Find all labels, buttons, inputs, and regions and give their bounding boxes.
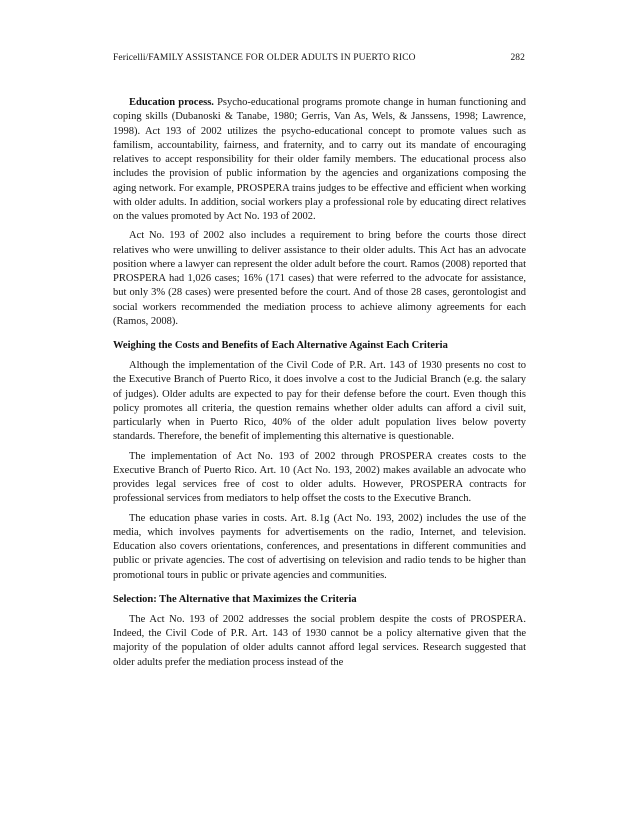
article-body bbox=[113, 96, 526, 675]
running-title: Fericelli/FAMILY ASSISTANCE FOR OLDER ADULTS IN PUERTO RICO bbox=[113, 53, 416, 63]
paragraph-selection bbox=[113, 613, 526, 670]
paragraph-text: Psycho-educational programs promote change in human functioning and coping skills (Dubanoski & Tanabe, 1980; Gerris, Van As, Wels, & Janssens, 1998; Lawrence, 1998). Act 193 of 2002 utilizes the psycho-educational concept to promote values such as familism, accountability, fairness, and fraternity, and to carry out its mandate of encouraging relatives to accept responsibility for their older family members. The educational process also includes the provision of public information by the agencies and organizations composing the aging network. For example, PROSPERA trains judges to be effective and efficient when working with older adults. In addition, social workers play a professional role by educating direct relatives on the values promoted by Act No. 193 of 2002. bbox=[113, 97, 527, 222]
paragraph-text: Although the implementation of the Civil Code of P.R. Art. 143 of 1930 presents no cost to the Executive Branch of Puerto Rico, it does involve a cost to the Judicial Branch (e.g. the salary of judges). Older adults are expected to pay for their defense before the court. Even though this policy promotes all criteria, the question remains whether older adults can afford a civil suit, particularly when in Puerto Rico, 40% of the older adult population lives below poverty standards. Therefore, the benefit of implementing this alternative is questionable. bbox=[113, 360, 526, 443]
paragraph-education-process bbox=[113, 96, 526, 224]
paragraph-education-costs bbox=[113, 512, 526, 583]
paragraph-text: Act No. 193 of 2002 also includes a requirement to bring before the courts those direct relatives who were unwilling to deliver assistance to their older adults. This Act has an advocate position where a lawyer can represent the older adult before the court. Ramos (2008) reported that PROSPERA had 1,026 cases; 16% (171 cases) that were referred to the advocate for assistance, but only 3% (28 cases) were presented before the court. And of those 28 cases, gerontologist and social workers recommended the mediation process to achieve alimony agreements for each (Ramos, 2008). bbox=[113, 230, 526, 327]
section-heading-weighing-costs: Weighing the Costs and Benefits of Each Alternative Against Each Criteria bbox=[113, 340, 448, 351]
paragraph-court-requirement bbox=[113, 229, 526, 329]
section-heading-selection: Selection: The Alternative that Maximizes the Criteria bbox=[113, 593, 357, 605]
paragraph-text: The implementation of Act No. 193 of 2002 through PROSPERA creates costs to the Executive Branch of Puerto Rico. Art. 10 (Act No. 193, 2002) makes available an advocate who provides legal services free of cost to older adults. However, PROSPERA contracts for professional services from mediators to help offset the costs to the Executive Branch. bbox=[113, 450, 526, 505]
paragraph-text: The Act No. 193 of 2002 addresses the social problem despite the costs of PROSPERA. Indeed, the Civil Code of P.R. Art. 143 of 1930 cannot be a policy alternative given that the majority of the population of older adults cannot afford legal services. Research suggested that older adults prefer the mediation process instead of the bbox=[113, 613, 526, 668]
paragraph-text: The education phase varies in costs. Art. 8.1g (Act No. 193, 2002) includes the use of the media, which involves payments for advertisements on the radio, Internet, and television. Education also covers orientations, conferences, and presentations in different communities and public or private agencies. The cost of advertising on television and radio tends to be higher than promotional tours in public or private agencies and communities. bbox=[113, 512, 526, 581]
paragraph-prospera-costs bbox=[113, 450, 526, 507]
run-in-heading: Education process. bbox=[129, 97, 214, 108]
page-number: 282 bbox=[510, 53, 525, 63]
running-header bbox=[113, 51, 525, 65]
paragraph-civil-code-costs bbox=[113, 359, 526, 445]
